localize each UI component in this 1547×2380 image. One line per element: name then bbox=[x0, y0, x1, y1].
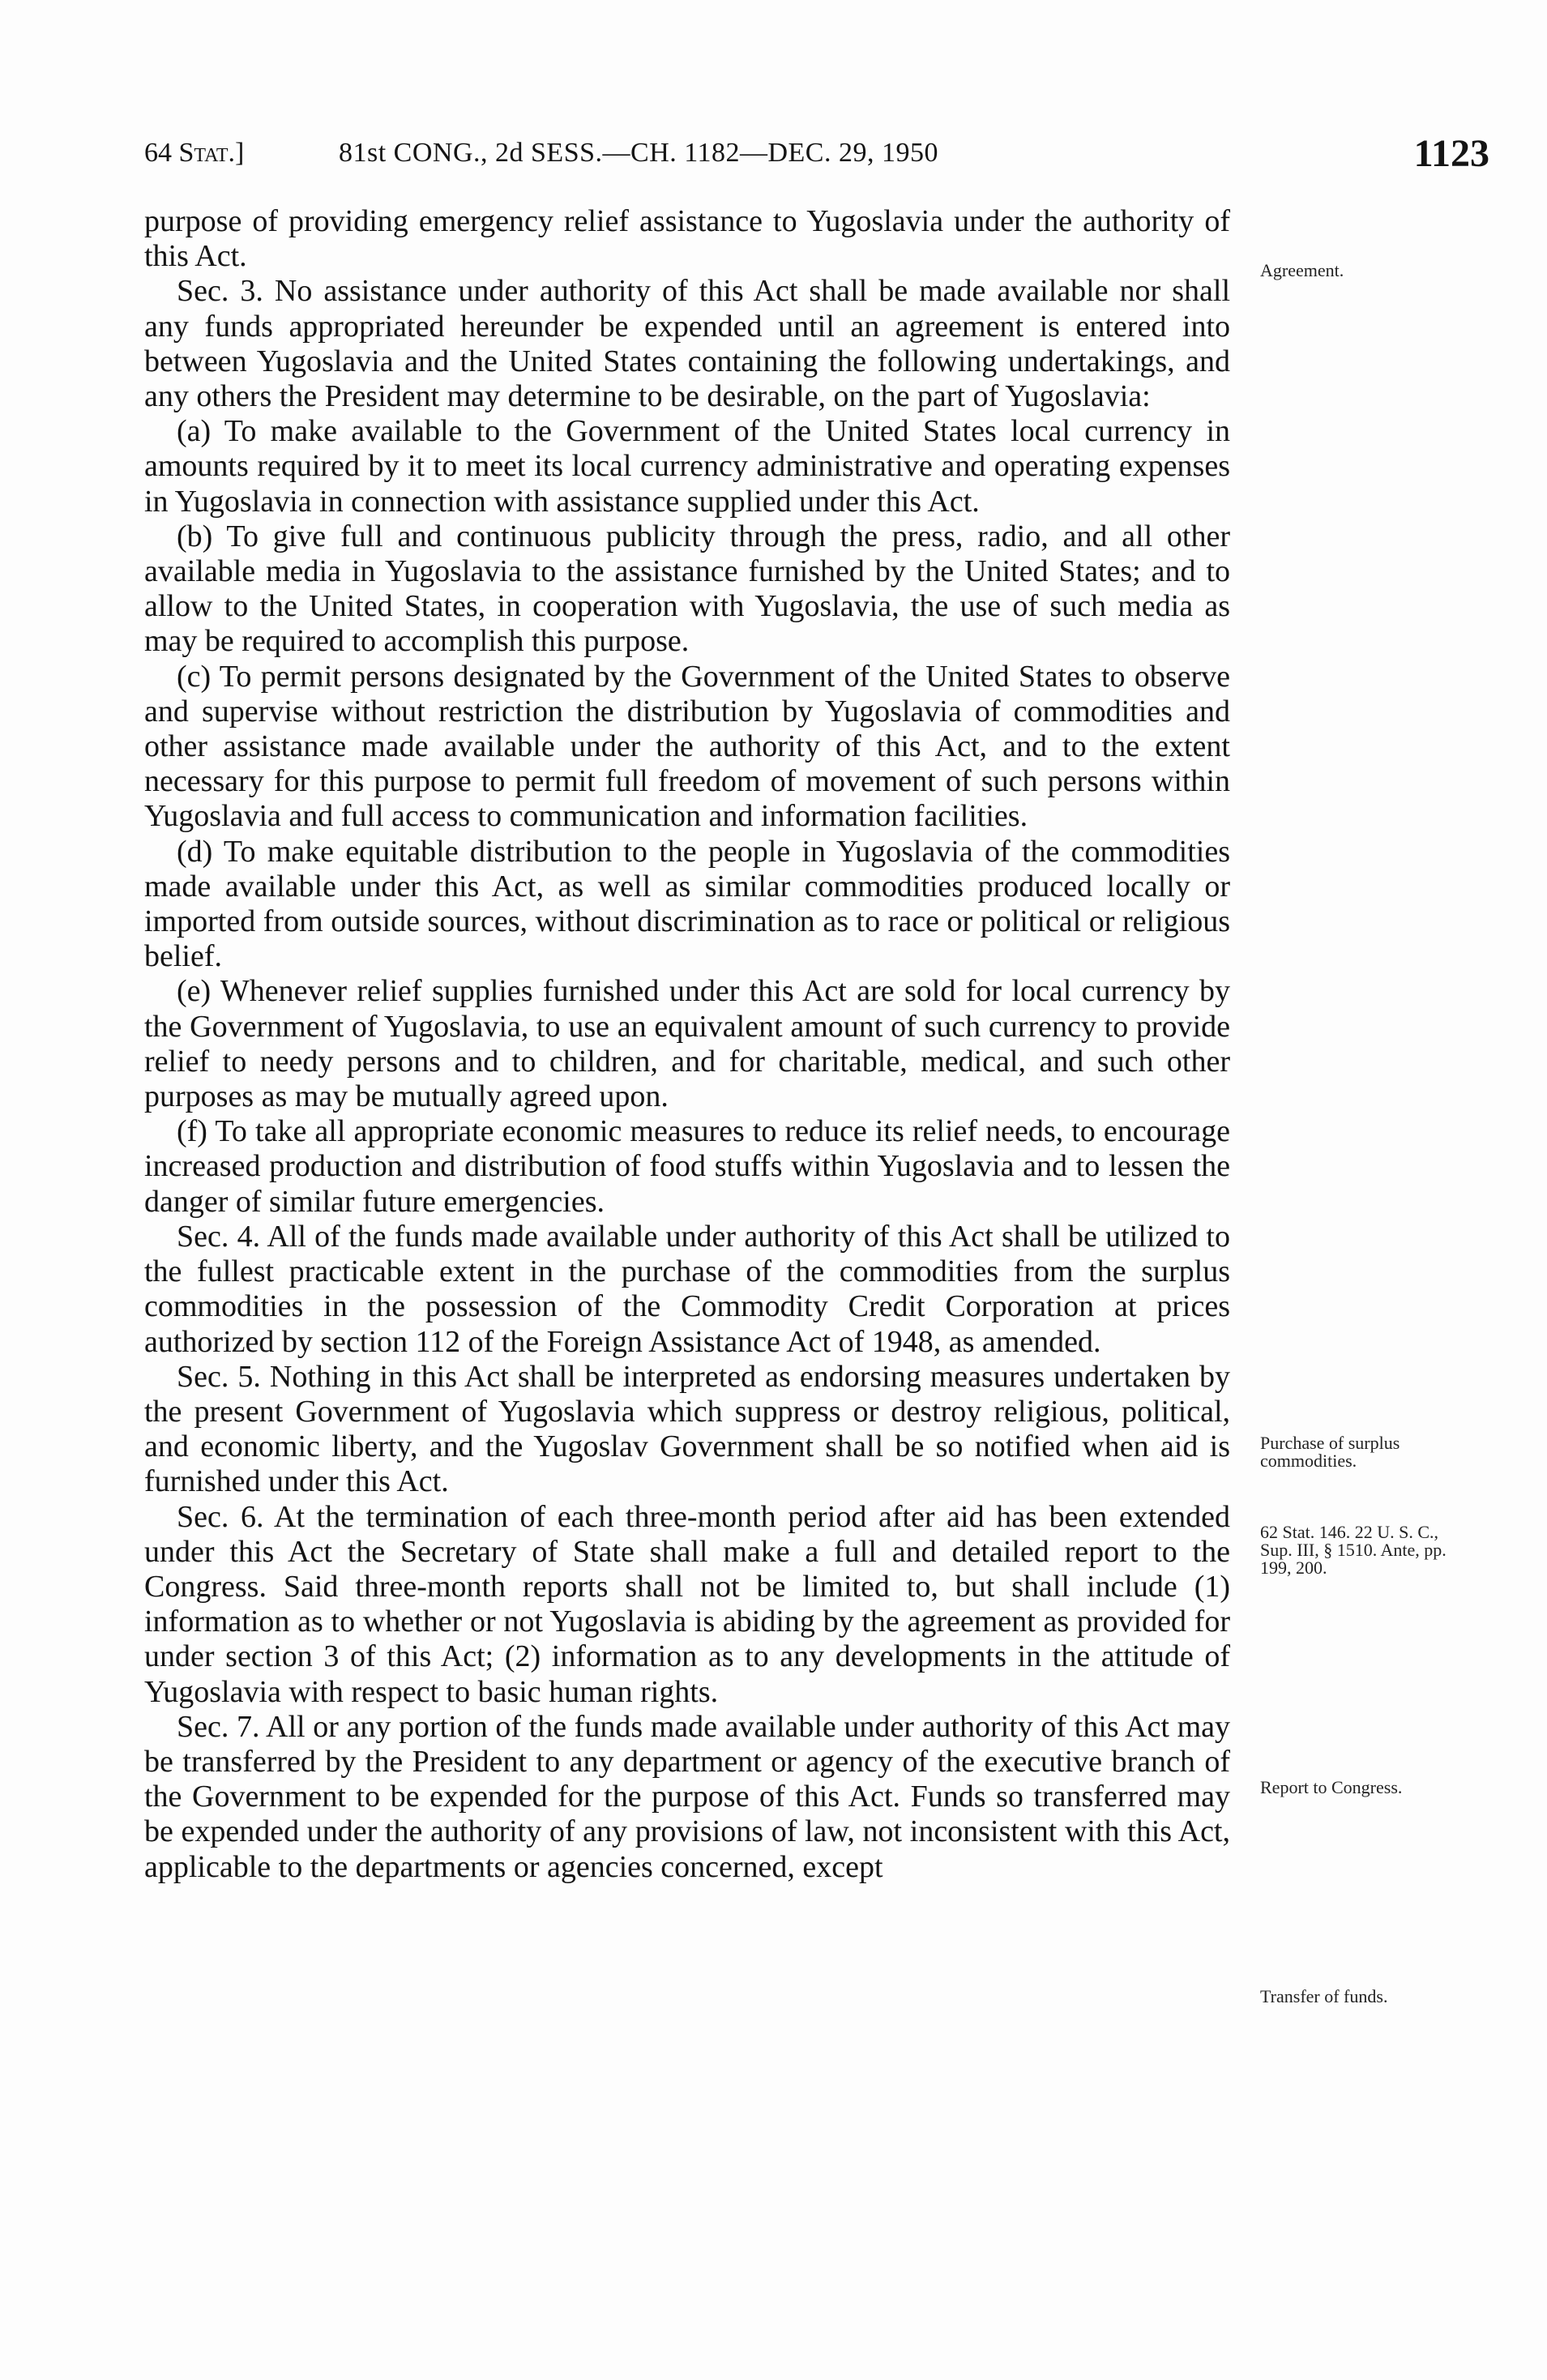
margin-note-transfer: Transfer of funds. bbox=[1260, 1986, 1388, 2006]
page-number: 1123 bbox=[1413, 132, 1489, 175]
paragraph-clause-c: (c) To permit persons designated by the Government of the United States to observe and supervise without restriction the distribution by Yugoslavia of commodities and other assistance made available under the authority of this Act, and to the extent necessary for this purpose to permit full freedom of movement of such persons within Yugoslavia and full access to communication and information facilities. bbox=[144, 659, 1230, 834]
paragraph-sec-4: Sec. 4. All of the funds made available under authority of this Act shall be utilized to the fullest practicable extent in the purchase of the commodities from the surplus commodities in the possession of the Commodity Credit Corporation at prices authorized by section 112 of the Foreign Assistance Act of 1948, as amended. bbox=[144, 1219, 1230, 1359]
paragraph-clause-d: (d) To make equitable distribution to the people in Yugoslavia of the commodities made available under this Act, as well as similar commodities produced locally or imported from outside sources, without discrimination as to race or political or religious belief. bbox=[144, 834, 1230, 974]
paragraph-sec-6: Sec. 6. At the termination of each three-month period after aid has been extended under this Act the Secretary of State shall make a full and detailed report to the Congress. Said three-month reports shall not be limited to, but shall include (1) information as to whether or not Yugoslavia is abiding by the agreement as provided for under section 3 of this Act; (2) information as to any developments in the attitude of Yugoslavia with respect to basic human rights. bbox=[144, 1499, 1230, 1709]
paragraph-sec-5: Sec. 5. Nothing in this Act shall be interpreted as endorsing measures undertaken by the present Government of Yugoslavia which suppress or destroy religious, political, and economic liberty, and the Yugoslav Government shall be so notified when aid is furnished under this Act. bbox=[144, 1359, 1230, 1499]
paragraph-sec-3: Sec. 3. No assistance under authority of this Act shall be made available nor shall any funds appropriated hereunder be expended until an agreement is entered into between Yugoslavia and the United States containing the following undertakings, and any others the President may determine to be desirable, on the part of Yugoslavia: bbox=[144, 274, 1230, 414]
paragraph-clause-b: (b) To give full and continuous publicity through the press, radio, and all other available media in Yugoslavia to the assistance furnished by the United States; and to allow to the United States, in cooperation with Yugoslavia, the use of such media as may be required to accomplish this purpose. bbox=[144, 519, 1230, 659]
margin-note-purchase: Purchase of surplus commodities. bbox=[1260, 1433, 1400, 1471]
paragraph-sec-7: Sec. 7. All or any portion of the funds made available under authority of this Act may be transferred by the President to any department or agency of the executive branch of the Government to be expended for the purpose of this Act. Funds so transferred may be expended under the authority of any provisions of law, not inconsistent with this Act, applicable to the departments or agencies concerned, except bbox=[144, 1709, 1230, 1884]
paragraph-clause-e: (e) Whenever relief supplies furnished under this Act are sold for local currency by the Government of Yugoslavia, to use an equivalent amount of such currency to provide relief to needy persons and to children, and for charitable, medical, and such other purposes as may be mutually agreed upon. bbox=[144, 974, 1230, 1114]
paragraph-clause-f: (f) To take all appropriate economic measures to reduce its relief needs, to encourage increased production and distribution of food stuffs within Yugoslavia and to lessen the danger of similar future emergencies. bbox=[144, 1114, 1230, 1219]
margin-note-citation: 62 Stat. 146. 22 U. S. C., Sup. III, § 1510. Ante, pp. 199, 200. bbox=[1260, 1522, 1447, 1578]
paragraph-continuation: purpose of providing emergency relief assistance to Yugoslavia under the authority of this Act. bbox=[144, 204, 1230, 274]
body-text bbox=[144, 204, 1230, 1885]
margin-note-report: Report to Congress. bbox=[1260, 1777, 1403, 1797]
paragraph-clause-a: (a) To make available to the Government of the United States local currency in amounts required by it to meet its local currency administrative and operating expenses in Yugoslavia in connection with assistance supplied under this Act. bbox=[144, 414, 1230, 519]
statute-reference: 64 Stat.] bbox=[144, 138, 245, 168]
running-header bbox=[144, 132, 1489, 186]
session-chapter-date: 81st CONG., 2d SESS.—CH. 1182—DEC. 29, 1950 bbox=[339, 138, 938, 168]
margin-note-agreement: Agreement. bbox=[1260, 260, 1344, 280]
